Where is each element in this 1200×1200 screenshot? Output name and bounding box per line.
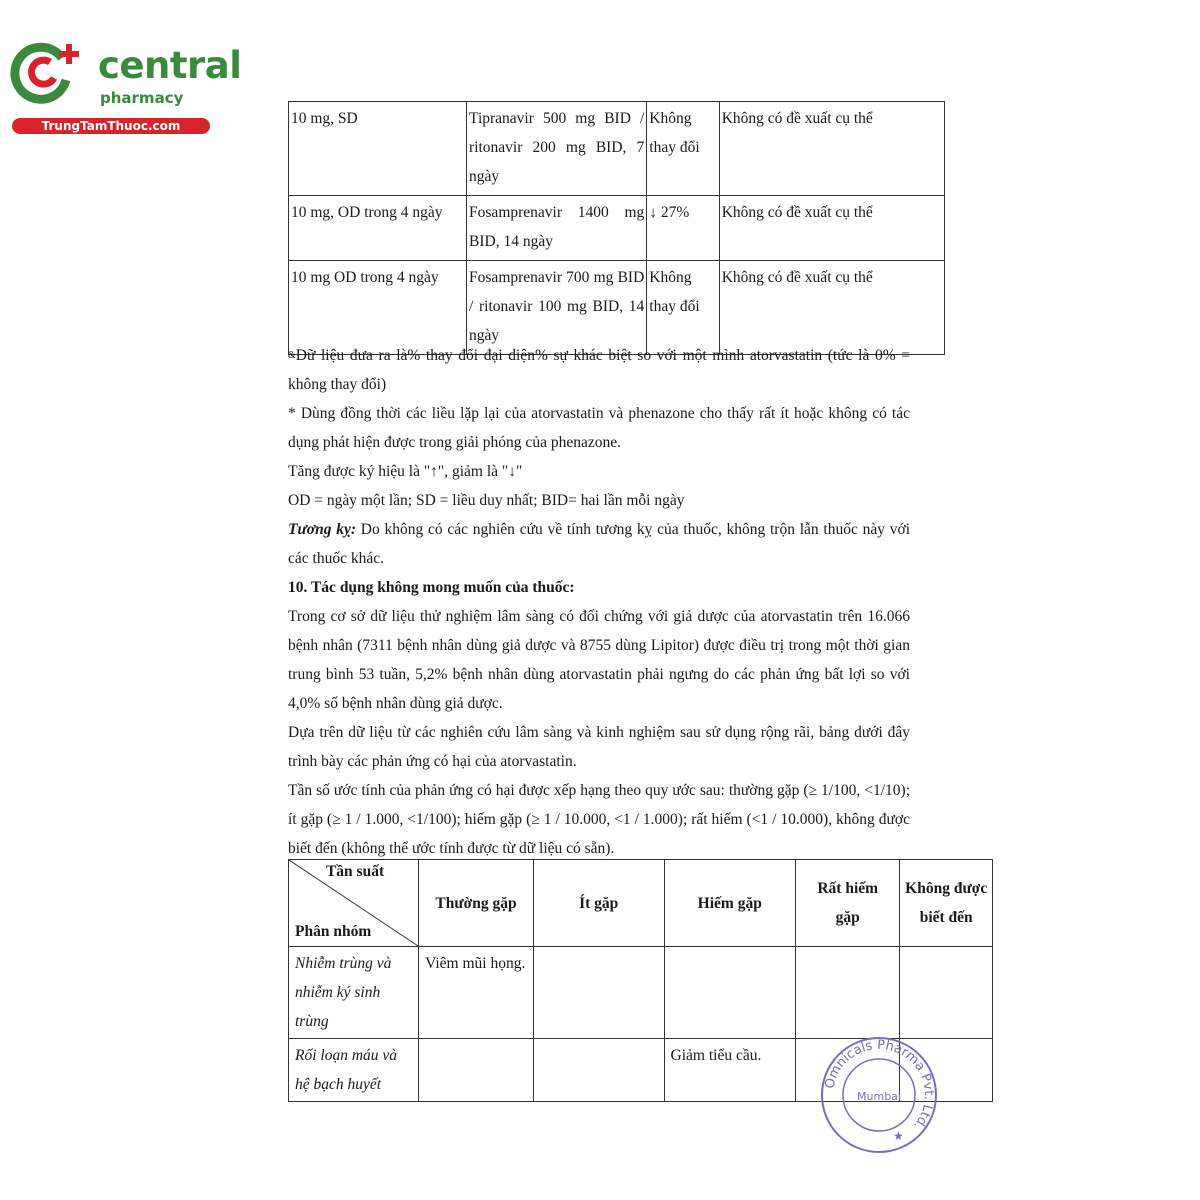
table-cell: Viêm mũi họng. <box>419 947 534 1039</box>
table-cell: Tipranavir 500 mg BID / ritonavir 200 mg BID, 7 ngày <box>467 102 647 196</box>
footnote <box>288 341 910 399</box>
table-cell: Fosamprenavir 1400 mg BID, 14 ngày <box>467 196 647 261</box>
table-cell: Không có đề xuất cụ thể <box>719 261 944 355</box>
interaction-table <box>288 101 945 355</box>
symbols-note: Tăng được ký hiệu là "↑", giảm là "↓" <box>288 463 523 480</box>
table-cell <box>900 947 993 1039</box>
compatibility-label: Tương kỵ: <box>288 521 356 538</box>
table-cell <box>419 1039 534 1102</box>
table-row <box>289 947 993 1039</box>
table-cell: Giảm tiểu cầu. <box>664 1039 795 1102</box>
table-cell <box>664 947 795 1039</box>
footnote-mark: & <box>288 350 296 361</box>
frequency-label: Tần suất <box>325 863 385 880</box>
document-body <box>288 341 910 863</box>
paragraph: Tần số ước tính của phản ứng có hại được xếp hạng theo quy ước sau: thường gặp (≥ 1/100, <1/10); ít gặp (≥ 1 / 1.000, <1/100); hiếm gặp (≥ 1 / 10.000, <1 / 1.000); rất hiếm (<1 / 10.000), không được biết đến (không thể ước tính được từ dữ liệu có sẵn). <box>288 782 910 857</box>
star-note: * Dùng đồng thời các liều lặp lại của atorvastatin và phenazone cho thấy rất ít hoặc không có tác dụng phát hiện được trong giải phóng của phenazone. <box>288 405 910 451</box>
table-cell: Không thay đổi <box>647 261 719 355</box>
table-cell: Không thay đổi <box>647 102 719 196</box>
table-cell: Fosamprenavir 700 mg BID / ritonavir 100 mg BID, 14 ngày <box>467 261 647 355</box>
header-corner-cell <box>289 860 419 947</box>
table-cell: Không có đề xuất cụ thể <box>719 102 944 196</box>
star-icon: ★ <box>893 1129 904 1143</box>
group-label: Phân nhóm <box>295 923 372 940</box>
paragraph: Dựa trên dữ liệu từ các nghiên cứu lâm sàng và kinh nghiệm sau sử dụng rộng rãi, bảng dưới đây trình bày các phản ứng có hại của atorvastatin. <box>288 724 910 770</box>
table-cell: 10 mg, SD <box>289 102 467 196</box>
company-stamp <box>818 1036 940 1154</box>
column-header: Thường gặp <box>419 860 534 947</box>
compatibility-note <box>288 515 910 573</box>
column-header: Không được biết đến <box>900 860 993 947</box>
compatibility-text: Do không có các nghiên cứu về tính tương kỵ của thuốc, không trộn lẫn thuốc này với các thuốc khác. <box>288 521 911 567</box>
table-cell: 10 mg, OD trong 4 ngày <box>289 196 467 261</box>
column-header: Rất hiếm gặp <box>795 860 899 947</box>
column-header: Ít gặp <box>533 860 664 947</box>
table-cell: ↓ 27% <box>647 196 719 261</box>
table-cell <box>533 1039 664 1102</box>
stamp-center-text: Mumbai <box>857 1090 901 1103</box>
table-row <box>289 196 945 261</box>
logo-subtitle: pharmacy <box>100 89 184 107</box>
column-header: Hiếm gặp <box>664 860 795 947</box>
table-cell <box>795 947 899 1039</box>
logo-url-banner: TrungTamThuoc.com <box>12 118 210 134</box>
table-cell <box>533 947 664 1039</box>
pharmacy-cross-icon <box>10 38 88 106</box>
stamp-ring-text: Omnicals Pharma Pvt. Ltd. <box>822 1037 937 1133</box>
paragraph: Trong cơ sở dữ liệu thử nghiệm lâm sàng có đối chứng với giả dược của atorvastatin trên 16.066 bệnh nhân (7311 bệnh nhân dùng giả dược và 8755 dùng Lipitor) được điều trị trong một thời gian trung bình 53 tuần, 5,2% bệnh nhân dùng atorvastatin phải ngưng do các phản ứng bất lợi so với 4,0% số bệnh nhân dùng giả dược. <box>288 608 910 712</box>
table-row <box>289 102 945 196</box>
table-cell: 10 mg OD trong 4 ngày <box>289 261 467 355</box>
table-header-row <box>289 860 993 947</box>
group-cell: Rối loạn máu và hệ bạch huyết <box>289 1039 419 1102</box>
table-cell: Không có đề xuất cụ thể <box>719 196 944 261</box>
logo-name: central <box>98 44 242 87</box>
central-pharmacy-logo <box>10 38 242 138</box>
group-cell: Nhiễm trùng và nhiễm ký sinh trùng <box>289 947 419 1039</box>
section-heading: 10. Tác dụng không mong muốn của thuốc: <box>288 579 575 596</box>
footnote-text: Dữ liệu đưa ra là% thay đổi đại diện% sự khác biệt so với một mình atorvastatin (tức là 0% = không thay đổi) <box>288 347 910 393</box>
abbreviations-note: OD = ngày một lần; SD = liều duy nhất; BID= hai lần mỗi ngày <box>288 492 685 509</box>
